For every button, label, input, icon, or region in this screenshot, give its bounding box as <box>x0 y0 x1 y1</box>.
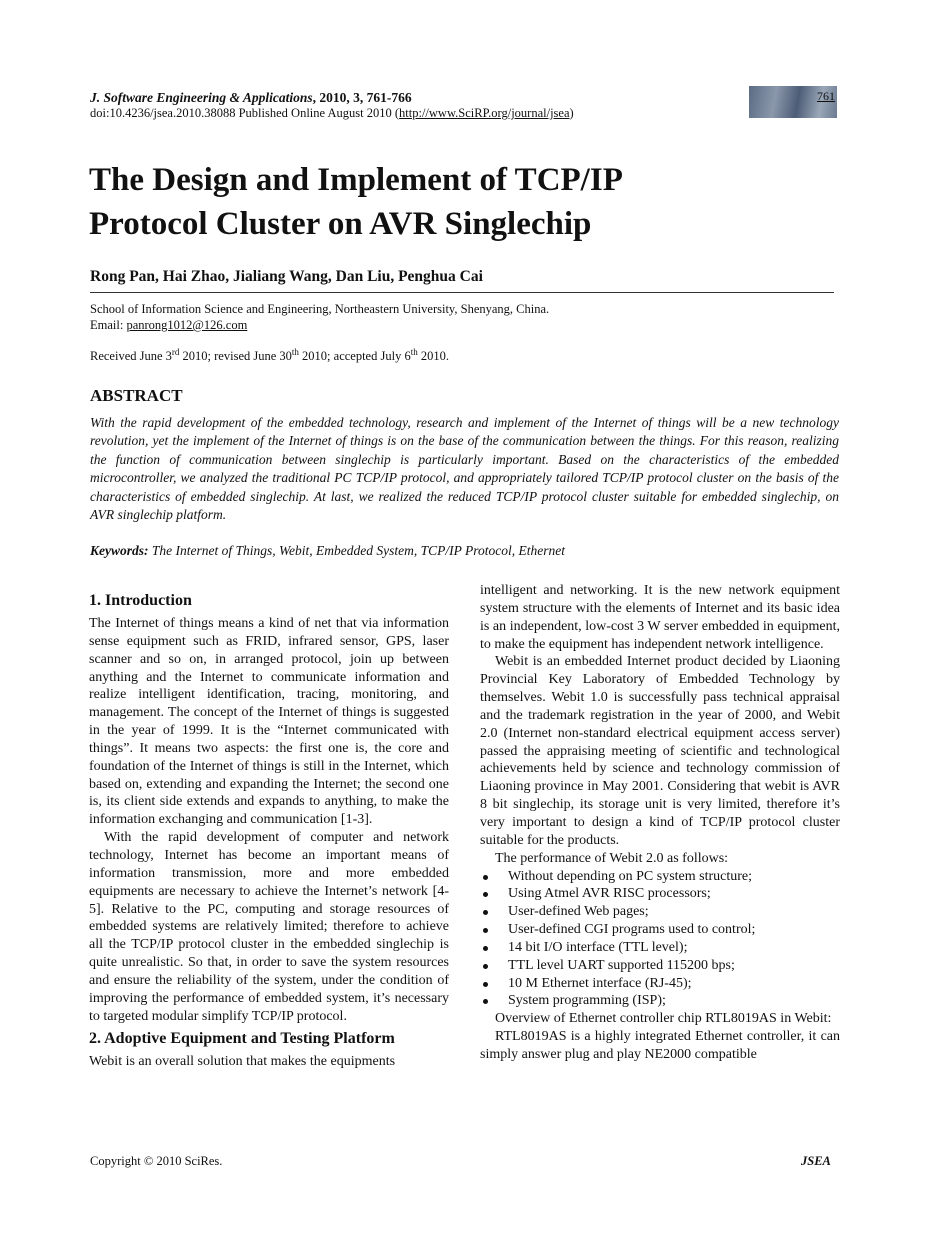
right-column <box>480 582 840 1064</box>
list-item: TTL level UART supported 115200 bps; <box>480 957 840 975</box>
email-link[interactable]: panrong1012@126.com <box>126 318 248 332</box>
keywords-colon: : <box>144 543 152 558</box>
list-item: Using Atmel AVR RISC processors; <box>480 885 840 903</box>
doi-text: doi:10.4236/jsea.2010.38088 Published Online August 2010 ( <box>90 106 400 120</box>
webit-feature-list <box>480 868 840 1011</box>
list-item: 14 bit I/O interface (TTL level); <box>480 939 840 957</box>
footer-journal-abbr: JSEA <box>801 1154 831 1168</box>
abstract-body: With the rapid development of the embedded technology, research and implement of the Internet of things will be a new technology revolution, yet the implement of the Internet of things is on the base of the communication between the things. For this reason, realizing the function of communication between singlechip is particularly important. Based on the characteristics of the embedded microcontroller, we analyzed the traditional PC TCP/IP protocol, and appropriately tailored TCP/IP protocol cluster on the basis of the characteristics of embedded singlechip. At last, we realized the reduced TCP/IP protocol cluster suitable for embedded singlechip, on AVR singlechip platform. <box>90 415 839 523</box>
page-number: 761 <box>817 89 835 103</box>
accepted-date: 2010; accepted July 6 <box>298 349 411 364</box>
section-2-heading: 2. Adoptive Equipment and Testing Platform <box>89 1030 395 1048</box>
right-paragraph-5: RTL8019AS is a highly integrated Ethernet controller, it can simply answer plug and play NE2000 compatible <box>480 1029 840 1062</box>
title-line-1: The Design and Implement of TCP/IP <box>89 162 623 198</box>
keywords-line <box>90 543 565 559</box>
affiliation-block <box>90 301 549 333</box>
right-paragraph-2: Webit is an embedded Internet product decided by Liaoning Provincial Key Laboratory of Embedded Technology by themselves. Webit 1.0 is successfully pass technical appraisal and the trademark registration in the year of 2000, and Webit 2.0 (Internet non-standard electrical equipment access server) passed the appraising meeting of scientific and technological achievements held by science and technology commission of Liaoning province in May 2001. Considering that webit is AVR 8 bit singlechip, its storage unit is very limited, therefore it’s very important to design a kind of TCP/IP protocol cluster suitable for the products. <box>480 654 840 848</box>
revised-date: 2010; revised June 30 <box>179 349 292 364</box>
affiliation: School of Information Science and Engineering, Northeastern University, Shenyang, China. <box>90 302 550 316</box>
received-date: Received June 3 <box>90 349 172 364</box>
list-item: User-defined CGI programs used to control; <box>480 921 840 939</box>
journal-logo <box>749 86 837 118</box>
received-sup: rd <box>171 347 180 357</box>
section-1-heading: 1. Introduction <box>89 592 192 609</box>
keywords-text: The Internet of Things, Webit, Embedded System, TCP/IP Protocol, Ethernet <box>151 543 565 558</box>
journal-name: J. Software Engineering & Applications <box>90 90 313 105</box>
journal-url-link[interactable]: http://www.SciRP.org/journal/jsea <box>399 106 570 120</box>
journal-header <box>90 90 835 121</box>
section-1-paragraph-2: With the rapid development of computer and network technology, Internet has become an important means of information transmission, more and more embedded equipments are necessary to achieve the Internet’s network [4-5]. Relative to the PC, computing and storage resources of embedded systems are relatively limited; therefore to achieve all the TCP/IP protocol cluster in the embedded singlechip is quite unrealistic. So that, in order to save the system resources and ensure the reliability of the system, under the condition of improving the performance of embedded system, it’s necessary to targeted modular simplify TCP/IP protocol. <box>89 830 449 1024</box>
right-paragraph-3: The performance of Webit 2.0 as follows: <box>495 850 729 866</box>
doi-close-paren: ) <box>569 106 574 120</box>
title-divider <box>90 292 834 293</box>
doi-line <box>90 106 835 121</box>
right-paragraph-1: intelligent and networking. It is the new network equipment system structure with the elements of Internet and its basic idea is an independent, low-cost 3 W server embedded in equipment, to make the equipment has independent network intelligence. <box>480 583 840 652</box>
journal-volume-info: , 2010, 3, 761-766 <box>312 90 412 105</box>
title-line-2: Protocol Cluster on AVR Singlechip <box>89 206 592 242</box>
footer-copyright: Copyright © 2010 SciRes. <box>90 1154 223 1168</box>
email-line <box>90 317 549 333</box>
section-1-paragraph-1: The Internet of things means a kind of net that via information sense equipment such as FRID, infrared sensor, GPS, laser scanner and so on, in arranged protocol, join up between anything and the Internet to communicate information and realize intelligent identification, tracing, monitoring, and management. The concept of the Internet of things is suggested in the year of 1999. It is the “Internet communicated with things”. It means two aspects: the first one is, the core and foundation of the Internet of things is still in the Internet, which based on, extending and expanding the Internet; the second one is, its client side extends and expands to anything, to make the information exchanging and communication [1-3]. <box>89 616 449 828</box>
section-2-paragraph-1: Webit is an overall solution that makes the equipments <box>89 1054 396 1070</box>
author-list: Rong Pan, Hai Zhao, Jialiang Wang, Dan Liu, Penghua Cai <box>90 268 483 285</box>
list-item: Without depending on PC system structure; <box>480 868 840 886</box>
journal-citation <box>90 90 835 106</box>
left-column <box>89 590 449 1071</box>
right-paragraph-4: Overview of Ethernet controller chip RTL8019AS in Webit: <box>495 1011 832 1027</box>
revised-sup: th <box>291 347 299 357</box>
accepted-sup: th <box>410 347 418 357</box>
accepted-year: 2010. <box>417 349 449 364</box>
list-item: User-defined Web pages; <box>480 903 840 921</box>
submission-dates <box>90 347 449 364</box>
email-label: Email: <box>90 318 127 332</box>
keywords-label: Keywords <box>90 543 144 558</box>
paper-title <box>89 158 849 246</box>
abstract-heading: ABSTRACT <box>90 386 183 405</box>
list-item: System programming (ISP); <box>480 992 840 1010</box>
list-item: 10 M Ethernet interface (RJ-45); <box>480 975 840 993</box>
